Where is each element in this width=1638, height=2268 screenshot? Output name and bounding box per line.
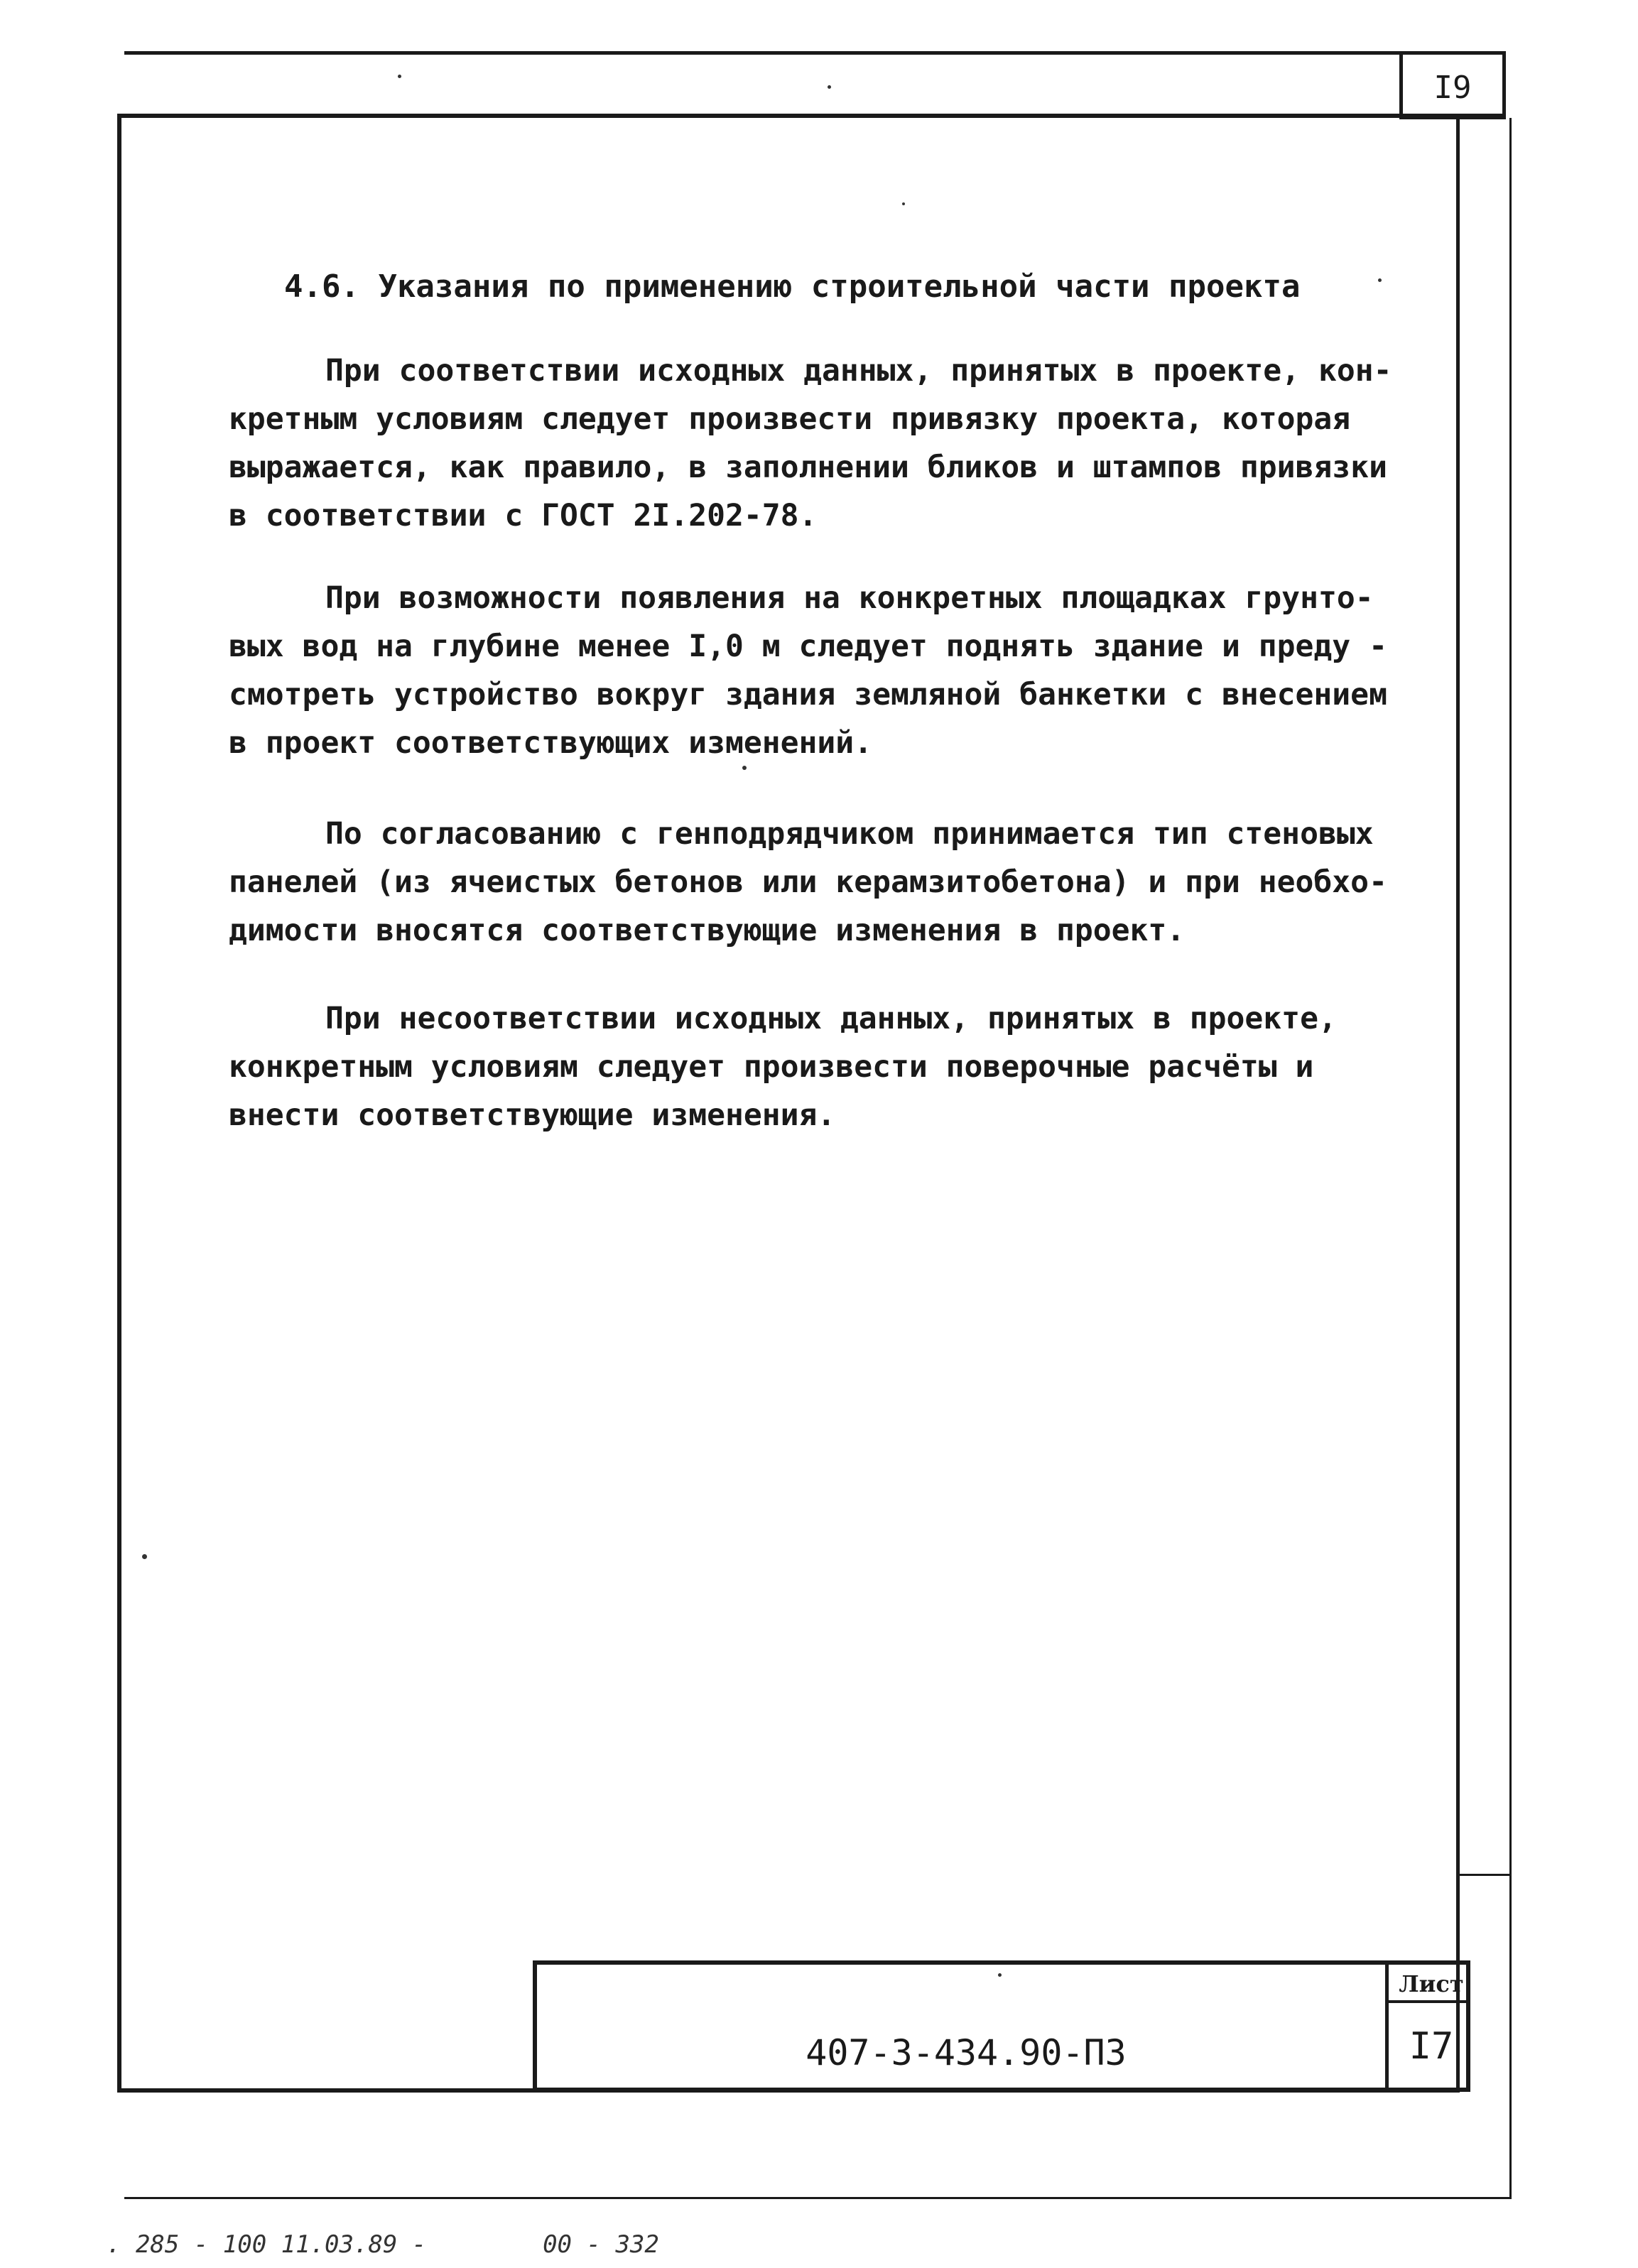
top-page-number: I9 (1433, 69, 1472, 106)
paragraph-line: При несоответствии исходных данных, принятых в проекте, (325, 1001, 1337, 1036)
frame-right-inner (1456, 118, 1460, 2093)
scan-speck (742, 766, 747, 770)
paragraph-line: конкретным условиям следует произвести поверочные расчёты и (229, 1049, 1314, 1085)
frame-left (117, 114, 121, 2092)
paragraph-line: вых вод на глубине менее I,0 м следует поднять здание и преду - (229, 629, 1387, 664)
paragraph-line: в проект соответствующих изменений. (229, 725, 873, 761)
scan-speck (998, 1973, 1002, 1977)
scan-speck (1378, 278, 1382, 282)
section-heading: 4.6. Указания по применению строительной части проекта (284, 268, 1301, 305)
scan-speck (902, 202, 905, 205)
paragraph-line: При соответствии исходных данных, принятых в проекте, кон- (325, 353, 1392, 389)
frame-right-outer (1509, 118, 1512, 2199)
frame-top-outer (124, 51, 1506, 55)
paragraph-line: димости вносятся соответствующие изменения в проект. (229, 913, 1186, 948)
sheet-number: I7 (1409, 2025, 1454, 2068)
bottom-archive-note: . 285 - 100 11.03.89 - 00 - 332 (107, 2230, 659, 2259)
sheet-label: Лист (1399, 1970, 1464, 1997)
paragraph-4 (229, 994, 1450, 1139)
scan-speck (828, 85, 831, 89)
paragraph-3 (229, 810, 1450, 955)
scan-speck (142, 1554, 147, 1559)
paragraph-line: в соответствии с ГОСТ 2I.202-78. (229, 498, 818, 533)
scan-speck (398, 75, 401, 78)
paragraph-1 (229, 347, 1450, 540)
paragraph-line: внести соответствующие изменения. (229, 1097, 836, 1133)
document-code: 407-3-434.90-ПЗ (806, 2032, 1127, 2073)
frame-bottom-outer (124, 2197, 1512, 2199)
paragraph-line: При возможности появления на конкретных площадках грунто- (325, 580, 1374, 616)
paragraph-line: По согласованию с генподрядчиком принимается тип стеновых (325, 816, 1374, 852)
paragraph-line: смотреть устройство вокруг здания земляной банкетки с внесением (229, 677, 1387, 712)
paragraph-line: кретным условиям следует произвести привязку проекта, которая (229, 401, 1351, 437)
paragraph-2 (229, 574, 1450, 767)
frame-right-tick (1460, 1874, 1509, 1876)
paragraph-line: выражается, как правило, в заполнении бликов и штампов привязки (229, 450, 1387, 485)
paragraph-line: панелей (из ячеистых бетонов или керамзитобетона) и при необхо- (229, 864, 1387, 900)
frame-top-inner (117, 114, 1506, 118)
